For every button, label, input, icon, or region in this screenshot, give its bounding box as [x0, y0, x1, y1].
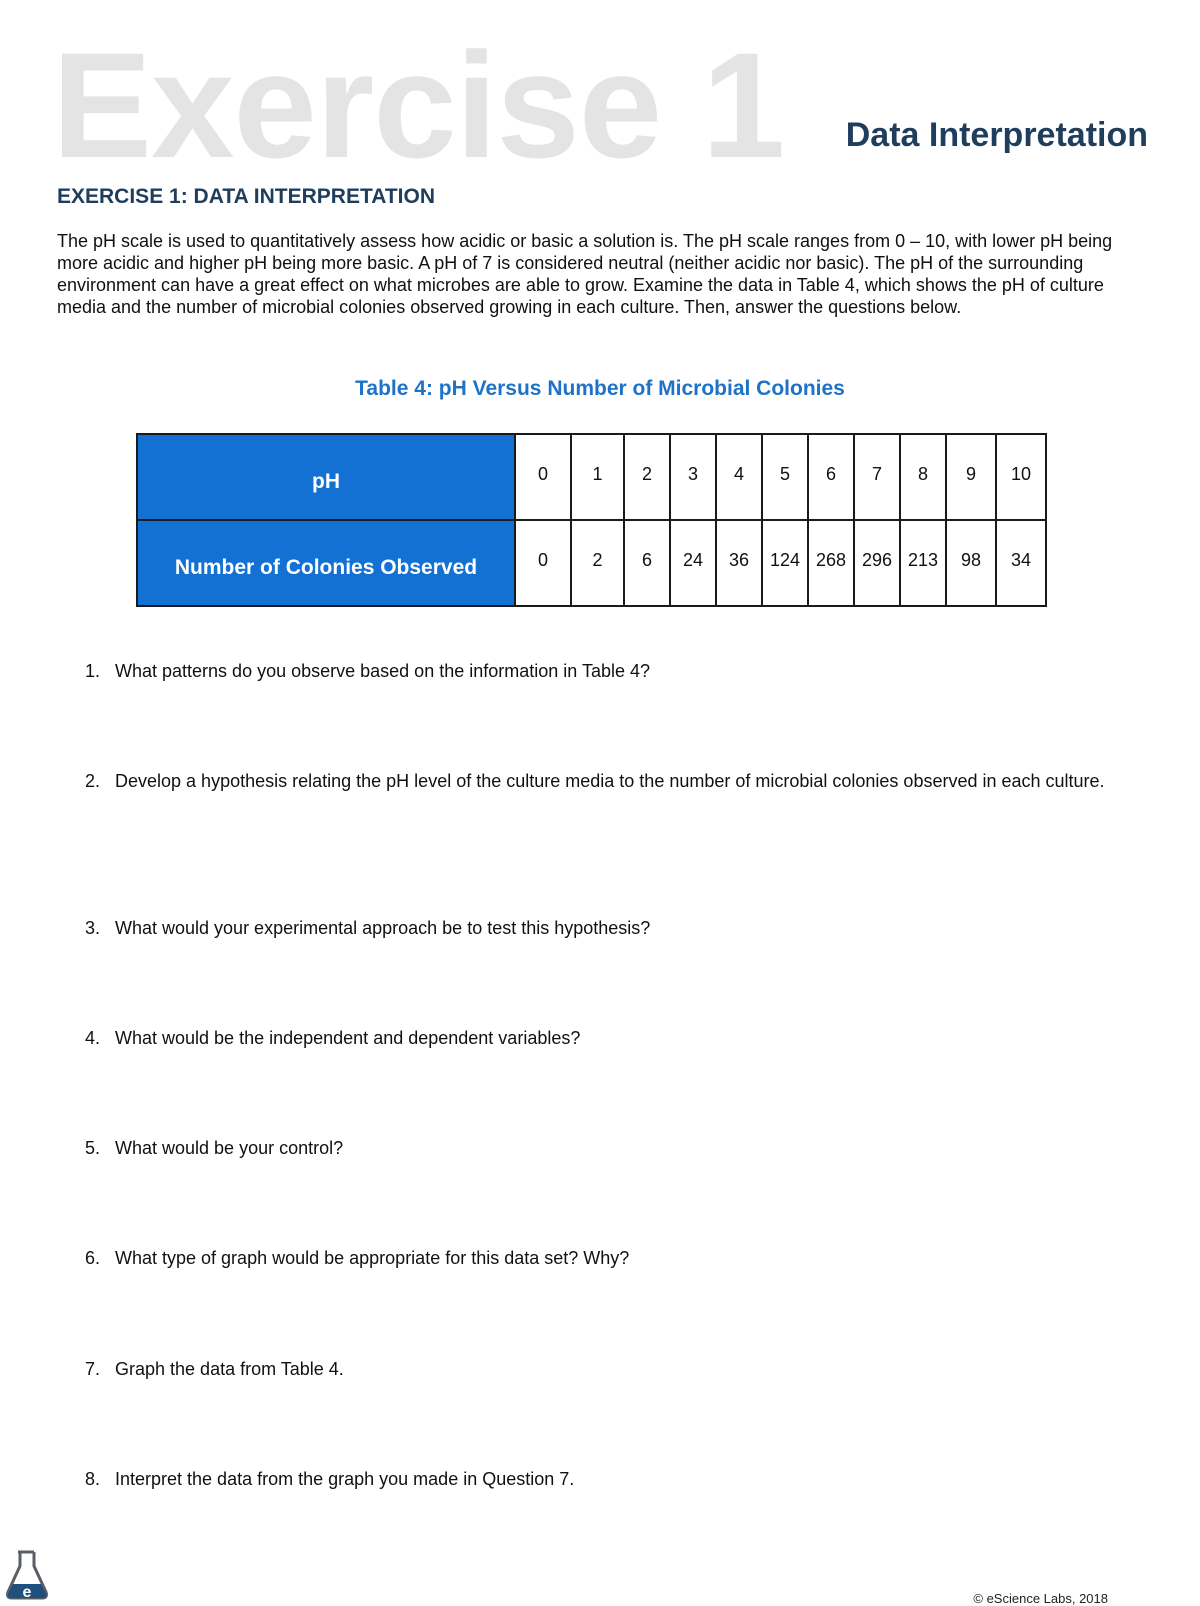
- colonies-cell: 36: [716, 520, 762, 606]
- exercise-watermark: Exercise 1: [52, 21, 785, 189]
- colonies-cell: 24: [670, 520, 716, 606]
- flask-logo-icon: [4, 1550, 50, 1600]
- question-text: What type of graph would be appropriate for this data set? Why?: [115, 1248, 630, 1268]
- question-number: 4.: [85, 1028, 101, 1048]
- ph-cell: 1: [571, 434, 624, 520]
- page-title: Data Interpretation: [845, 116, 1148, 154]
- colonies-cell: 34: [996, 520, 1046, 606]
- question-text: Develop a hypothesis relating the pH level of the culture media to the number of microbial colonies observed in each culture.: [115, 771, 1105, 791]
- question-number: 3.: [85, 918, 101, 938]
- question-text: Interpret the data from the graph you made in Question 7.: [115, 1469, 575, 1489]
- colonies-cell: 6: [624, 520, 670, 606]
- question-item: [85, 1019, 1145, 1057]
- question-number: 7.: [85, 1359, 101, 1379]
- ph-cell: 6: [808, 434, 854, 520]
- question-item: [85, 1129, 1145, 1167]
- colonies-cell: 296: [854, 520, 900, 606]
- question-text: What patterns do you observe based on the information in Table 4?: [115, 661, 651, 681]
- section-heading: EXERCISE 1: DATA INTERPRETATION: [57, 185, 436, 208]
- table-caption: Table 4: pH Versus Number of Microbial Colonies: [355, 377, 845, 400]
- question-item: [85, 1350, 1145, 1388]
- question-item: [85, 1460, 1145, 1498]
- ph-cell: 2: [624, 434, 670, 520]
- question-item: [85, 1239, 1145, 1277]
- question-text: What would your experimental approach be to test this hypothesis?: [115, 918, 651, 938]
- colonies-row-header: Number of Colonies Observed: [137, 520, 515, 606]
- svg-text:e: e: [22, 1584, 32, 1600]
- colonies-cell: 98: [946, 520, 996, 606]
- question-number: 1.: [85, 661, 101, 681]
- ph-cell: 4: [716, 434, 762, 520]
- intro-paragraph: The pH scale is used to quantitatively assess how acidic or basic a solution is. The pH scale ranges from 0 – 10, with lower pH being more acidic and higher pH being more basic. A pH of 7 is considered neutral (neither acidic nor basic). The pH of the surrounding environment can have a great effect on what microbes are able to grow. Examine the data in Table 4, which shows the pH of culture media and the number of microbial colonies observed growing in each culture. Then, answer the questions below.: [57, 231, 1113, 317]
- question-item: [85, 652, 1145, 690]
- copyright-text: © eScience Labs, 2018: [973, 1591, 1108, 1606]
- ph-cell: 5: [762, 434, 808, 520]
- colonies-row: [137, 520, 1046, 606]
- ph-row-header: pH: [137, 434, 515, 520]
- ph-cell: 7: [854, 434, 900, 520]
- ph-cell: 10: [996, 434, 1046, 520]
- question-text: Graph the data from Table 4.: [115, 1359, 344, 1379]
- colonies-cell: 0: [515, 520, 571, 606]
- question-number: 6.: [85, 1248, 101, 1268]
- question-item: [85, 909, 1145, 947]
- question-number: 5.: [85, 1138, 101, 1158]
- ph-row: [137, 434, 1046, 520]
- question-number: 2.: [85, 771, 101, 791]
- question-item: [85, 762, 1145, 800]
- colonies-cell: 268: [808, 520, 854, 606]
- colonies-cell: 124: [762, 520, 808, 606]
- question-number: 8.: [85, 1469, 101, 1489]
- ph-colonies-table: [136, 433, 1047, 607]
- question-text: What would be your control?: [115, 1138, 344, 1158]
- ph-cell: 9: [946, 434, 996, 520]
- colonies-cell: 213: [900, 520, 946, 606]
- question-text: What would be the independent and dependent variables?: [115, 1028, 581, 1048]
- colonies-cell: 2: [571, 520, 624, 606]
- ph-cell: 8: [900, 434, 946, 520]
- ph-cell: 3: [670, 434, 716, 520]
- ph-cell: 0: [515, 434, 571, 520]
